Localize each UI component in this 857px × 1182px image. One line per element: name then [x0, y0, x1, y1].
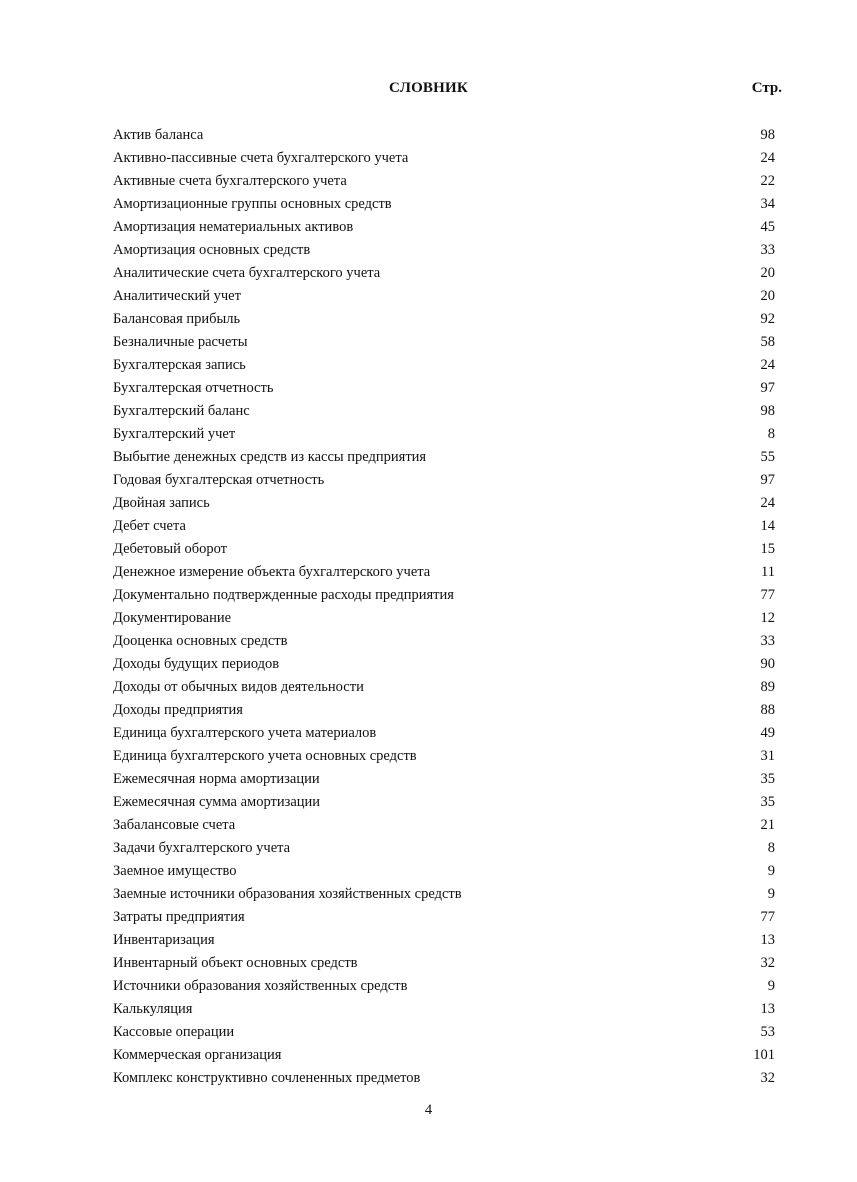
glossary-entry — [113, 469, 775, 492]
entry-page: 32 — [760, 955, 775, 971]
entry-term: Инвентаризация — [113, 932, 215, 948]
entry-page: 101 — [753, 1047, 775, 1063]
entry-term: Ежемесячная норма амортизации — [113, 771, 320, 787]
entry-term: Двойная запись — [113, 495, 210, 511]
glossary-entry — [113, 124, 775, 147]
entry-page: 98 — [760, 127, 775, 143]
entry-page: 31 — [760, 748, 775, 764]
glossary-entry — [113, 400, 775, 423]
glossary-entry — [113, 883, 775, 906]
glossary-entry — [113, 607, 775, 630]
glossary-entry — [113, 147, 775, 170]
glossary-entry — [113, 239, 775, 262]
entry-term: Аналитический учет — [113, 288, 241, 304]
page-number: 4 — [424, 1102, 433, 1118]
glossary-entry — [113, 354, 775, 377]
entry-term: Денежное измерение объекта бухгалтерского учета — [113, 564, 431, 580]
page-column-header: Стр. — [751, 80, 782, 96]
entry-page: 9 — [767, 886, 775, 902]
entry-page: 9 — [767, 863, 775, 879]
glossary-entry — [113, 170, 775, 193]
glossary-entry — [113, 745, 775, 768]
entry-term: Инвентарный объект основных средств — [113, 955, 358, 971]
entry-page: 77 — [760, 909, 775, 925]
entry-term: Выбытие денежных средств из кассы предприятия — [113, 449, 427, 465]
entry-term: Аналитические счета бухгалтерского учета — [113, 265, 381, 281]
entry-term: Доходы от обычных видов деятельности — [113, 679, 364, 695]
entry-page: 45 — [760, 219, 775, 235]
entry-term: Бухгалтерский учет — [113, 426, 236, 442]
entry-term: Дебет счета — [113, 518, 186, 534]
entry-term: Доходы предприятия — [113, 702, 243, 718]
glossary-entry — [113, 377, 775, 400]
entry-term: Комплекс конструктивно сочлененных предметов — [113, 1070, 421, 1086]
glossary-entry — [113, 929, 775, 952]
entry-term: Забалансовые счета — [113, 817, 236, 833]
glossary-entry — [113, 193, 775, 216]
entry-term: Единица бухгалтерского учета материалов — [113, 725, 377, 741]
entry-page: 88 — [760, 702, 775, 718]
glossary-entry — [113, 515, 775, 538]
glossary-entry — [113, 952, 775, 975]
glossary-entry — [113, 331, 775, 354]
entry-term: Бухгалтерский баланс — [113, 403, 250, 419]
glossary-entry — [113, 837, 775, 860]
entry-page: 35 — [760, 771, 775, 787]
page-title: СЛОВНИК — [389, 80, 468, 96]
entry-term: Калькуляция — [113, 1001, 193, 1017]
glossary-entry — [113, 722, 775, 745]
entry-page: 24 — [760, 357, 775, 373]
entry-page: 8 — [767, 840, 775, 856]
entry-term: Амортизация основных средств — [113, 242, 311, 258]
glossary-entry — [113, 262, 775, 285]
glossary-entry — [113, 1021, 775, 1044]
glossary-entry — [113, 538, 775, 561]
entry-term: Единица бухгалтерского учета основных средств — [113, 748, 417, 764]
entry-page: 15 — [760, 541, 775, 557]
entry-page: 13 — [760, 1001, 775, 1017]
entry-term: Годовая бухгалтерская отчетность — [113, 472, 325, 488]
entry-page: 34 — [760, 196, 775, 212]
entry-page: 9 — [767, 978, 775, 994]
entry-page: 24 — [760, 150, 775, 166]
entry-page: 11 — [761, 564, 775, 580]
entry-term: Документирование — [113, 610, 232, 626]
entry-page: 22 — [760, 173, 775, 189]
entry-page: 77 — [760, 587, 775, 603]
glossary-entry — [113, 1044, 775, 1067]
entry-term: Актив баланса — [113, 127, 204, 143]
glossary-entry — [113, 561, 775, 584]
glossary-entry — [113, 906, 775, 929]
entry-term: Амортизационные группы основных средств — [113, 196, 392, 212]
entry-term: Дебетовый оборот — [113, 541, 228, 557]
entry-term: Бухгалтерская запись — [113, 357, 246, 373]
entry-term: Ежемесячная сумма амортизации — [113, 794, 321, 810]
glossary-entry — [113, 216, 775, 239]
entry-page: 97 — [760, 380, 775, 396]
glossary-entry — [113, 653, 775, 676]
entry-term: Затраты предприятия — [113, 909, 245, 925]
glossary-entry — [113, 768, 775, 791]
entry-page: 14 — [760, 518, 775, 534]
entry-page: 32 — [760, 1070, 775, 1086]
glossary-entry — [113, 814, 775, 837]
glossary-entry — [113, 860, 775, 883]
glossary-entry — [113, 998, 775, 1021]
entry-term: Доходы будущих периодов — [113, 656, 280, 672]
glossary-entry — [113, 446, 775, 469]
entry-page: 89 — [760, 679, 775, 695]
entry-page: 53 — [760, 1024, 775, 1040]
entry-page: 20 — [760, 288, 775, 304]
entry-page: 33 — [760, 242, 775, 258]
entry-term: Амортизация нематериальных активов — [113, 219, 354, 235]
entry-term: Активные счета бухгалтерского учета — [113, 173, 347, 189]
entry-term: Кассовые операции — [113, 1024, 235, 1040]
entry-page: 20 — [760, 265, 775, 281]
entry-page: 35 — [760, 794, 775, 810]
glossary-entry — [113, 1067, 775, 1090]
glossary-entry — [113, 630, 775, 653]
glossary-entry — [113, 699, 775, 722]
entry-page: 92 — [760, 311, 775, 327]
entry-page: 13 — [760, 932, 775, 948]
glossary-entry — [113, 423, 775, 446]
entry-page: 8 — [767, 426, 775, 442]
entry-page: 12 — [760, 610, 775, 626]
entry-term: Активно-пассивные счета бухгалтерского учета — [113, 150, 409, 166]
entry-term: Бухгалтерская отчетность — [113, 380, 274, 396]
entry-term: Задачи бухгалтерского учета — [113, 840, 291, 856]
glossary-entry — [113, 676, 775, 699]
entry-page: 58 — [760, 334, 775, 350]
entry-term: Коммерческая организация — [113, 1047, 282, 1063]
glossary-entry — [113, 975, 775, 998]
entry-term: Балансовая прибыль — [113, 311, 241, 327]
entry-page: 98 — [760, 403, 775, 419]
entry-page: 33 — [760, 633, 775, 649]
glossary-entry — [113, 285, 775, 308]
entry-page: 55 — [760, 449, 775, 465]
entry-term: Дооценка основных средств — [113, 633, 288, 649]
entry-page: 97 — [760, 472, 775, 488]
entry-page: 24 — [760, 495, 775, 511]
entry-term: Источники образования хозяйственных средств — [113, 978, 408, 994]
entry-term: Заемное имущество — [113, 863, 237, 879]
entry-page: 21 — [760, 817, 775, 833]
glossary-entry — [113, 584, 775, 607]
glossary-entry — [113, 492, 775, 515]
entry-page: 49 — [760, 725, 775, 741]
glossary-entry — [113, 308, 775, 331]
glossary-entry — [113, 791, 775, 814]
entry-page: 90 — [760, 656, 775, 672]
entry-term: Заемные источники образования хозяйственных средств — [113, 886, 462, 902]
entry-term: Безналичные расчеты — [113, 334, 248, 350]
glossary-list — [113, 124, 775, 1090]
entry-term: Документально подтвержденные расходы предприятия — [113, 587, 454, 603]
